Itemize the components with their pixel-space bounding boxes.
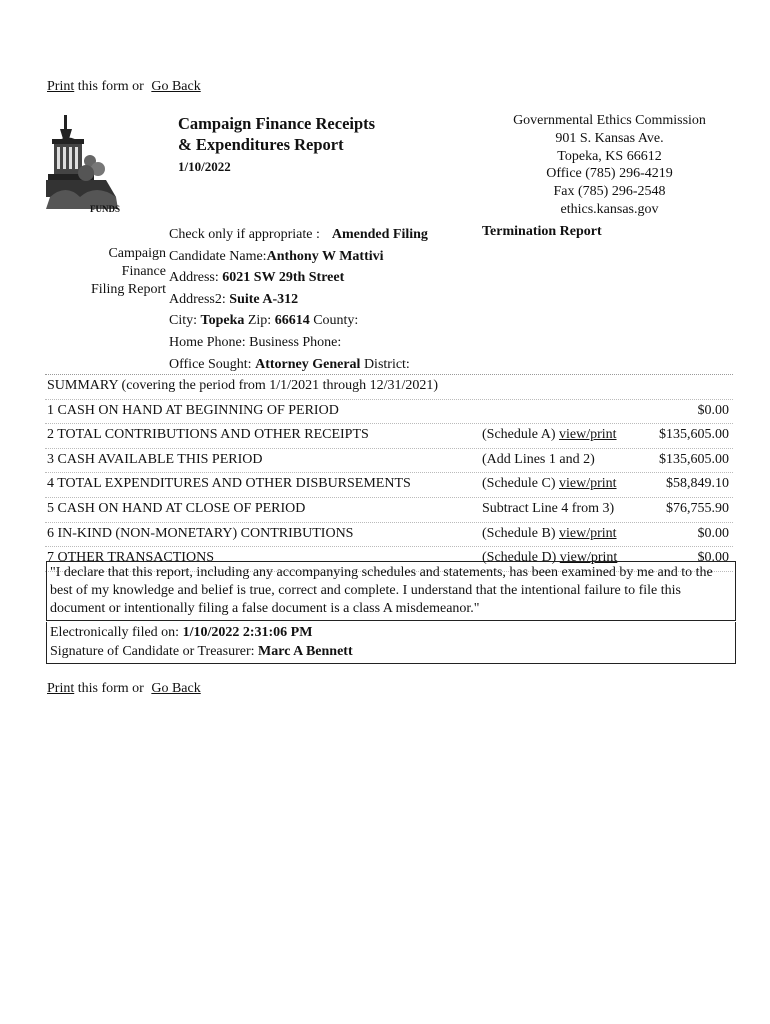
zip-label: Zip: [247, 313, 272, 329]
commission-city: Topeka, KS 66612 [557, 148, 662, 164]
row-amount: $0.00 [697, 525, 729, 541]
city-line [169, 310, 428, 332]
county-label: County: [313, 313, 359, 329]
commission-website: ethics.kansas.gov [560, 201, 659, 217]
print-link[interactable]: Print [47, 681, 75, 696]
address-label: Address: [169, 270, 219, 286]
table-row [45, 523, 733, 548]
commission-name: Governmental Ethics Commission [513, 113, 706, 128]
view-print-link[interactable]: view/print [558, 427, 617, 443]
side-label-line2: Finance [121, 264, 166, 279]
signature-line [50, 643, 732, 662]
zip-value: 66614 [274, 313, 310, 329]
schedule-text: (Schedule D) [482, 550, 557, 566]
row-amount: $135,605.00 [659, 427, 729, 443]
report-title [178, 113, 375, 175]
commission-office-phone: Office (785) 296-4219 [546, 166, 673, 182]
row-schedule: (Add Lines 1 and 2) [482, 451, 595, 467]
capitol-seal-icon [46, 113, 130, 215]
schedule-text: (Schedule C) [482, 476, 556, 492]
view-print-link[interactable]: view/print [559, 550, 618, 566]
candidate-info [169, 224, 428, 375]
home-phone-label: Home Phone: [169, 334, 246, 350]
address-value: 6021 SW 29th Street [222, 270, 345, 286]
schedule-text: (Schedule B) [482, 525, 556, 541]
go-back-link[interactable]: Go Back [151, 681, 201, 696]
row-label: 5 CASH ON HAND AT CLOSE OF PERIOD [47, 500, 306, 516]
address-line [169, 267, 428, 289]
row-amount: $0.00 [697, 402, 729, 418]
filing-check-line [169, 224, 428, 246]
top-nav [47, 79, 201, 95]
candidate-name-line [169, 246, 428, 268]
summary-table [45, 374, 733, 572]
view-print-link[interactable]: view/print [558, 525, 617, 541]
phone-line [169, 332, 428, 354]
row-amount: $76,755.90 [666, 500, 729, 516]
summary-heading-row [45, 375, 733, 400]
table-row [45, 424, 733, 449]
city-value: Topeka [200, 313, 245, 329]
row-label: 3 CASH AVAILABLE THIS PERIOD [47, 451, 263, 467]
summary-heading: SUMMARY (covering the period from 1/1/2021 through 12/31/2021) [47, 378, 439, 393]
row-schedule: Subtract Line 4 from 3) [482, 500, 615, 516]
row-amount: $135,605.00 [659, 451, 729, 467]
bottom-nav [47, 681, 201, 697]
table-row [45, 449, 733, 474]
business-phone-label: Business Phone: [249, 334, 342, 350]
title-line2: & Expenditures Report [178, 135, 344, 154]
table-row [45, 473, 733, 498]
commission-street: 901 S. Kansas Ave. [555, 130, 664, 146]
check-text: Check only if appropriate : [169, 227, 320, 242]
row-label: 7 OTHER TRANSACTIONS [47, 550, 214, 566]
go-back-link[interactable]: Go Back [151, 79, 201, 94]
row-label: 2 TOTAL CONTRIBUTIONS AND OTHER RECEIPTS [47, 427, 369, 443]
filed-line [50, 624, 732, 643]
address2-label: Address2: [169, 291, 226, 307]
row-schedule [482, 476, 617, 492]
row-label: 1 CASH ON HAND AT BEGINNING OF PERIOD [47, 402, 339, 418]
filed-value: 1/10/2022 2:31:06 PM [182, 625, 313, 640]
office-line [169, 354, 428, 376]
row-schedule [482, 427, 617, 443]
office-label: Office Sought: [169, 356, 252, 372]
schedule-text: (Schedule A) [482, 427, 556, 443]
report-date: 1/10/2022 [178, 159, 231, 174]
commission-fax: Fax (785) 296-2548 [553, 184, 666, 200]
district-label: District: [363, 356, 410, 372]
termination-report: Termination Report [482, 224, 602, 239]
declaration-text: "I declare that this report, including any accompanying schedules and statements, has been examined by me and to the best of my knowledge and belief is true, correct and complete. I understand that the intentional failure to file this document or intentionally filing a false document is a class A misdemeanor." [50, 565, 713, 616]
table-row [45, 400, 733, 425]
seal-text: FUNDS [90, 204, 121, 214]
row-label: 4 TOTAL EXPENDITURES AND OTHER DISBURSEMENTS [47, 476, 411, 492]
print-link[interactable]: Print [47, 79, 75, 94]
amended-filing: Amended Filing [331, 227, 428, 242]
declaration-box [46, 561, 736, 621]
signature-value: Marc A Bennett [258, 643, 353, 659]
title-line1: Campaign Finance Receipts [178, 114, 376, 133]
side-label [78, 245, 166, 299]
signature-label: Signature of Candidate or Treasurer: [50, 643, 255, 659]
table-row [45, 498, 733, 523]
side-label-line3: Filing Report [90, 282, 166, 297]
side-label-line1: Campaign [108, 246, 166, 261]
office-value: Attorney General [255, 356, 361, 372]
row-label: 6 IN-KIND (NON-MONETARY) CONTRIBUTIONS [47, 525, 354, 541]
row-schedule [482, 526, 617, 542]
view-print-link[interactable]: view/print [558, 476, 617, 492]
candidate-name-label: Candidate Name: [169, 248, 267, 264]
row-amount: $0.00 [697, 550, 729, 566]
nav-text: this form or [77, 79, 144, 94]
commission-address [487, 112, 732, 219]
row-amount: $58,849.10 [666, 476, 729, 492]
nav-text: this form or [77, 681, 144, 696]
address2-value: Suite A-312 [229, 291, 299, 307]
city-label: City: [169, 313, 198, 329]
candidate-name: Anthony W Mattivi [266, 248, 384, 264]
address2-line [169, 289, 428, 311]
efile-box [46, 622, 736, 664]
filed-label: Electronically filed on: [50, 625, 180, 640]
